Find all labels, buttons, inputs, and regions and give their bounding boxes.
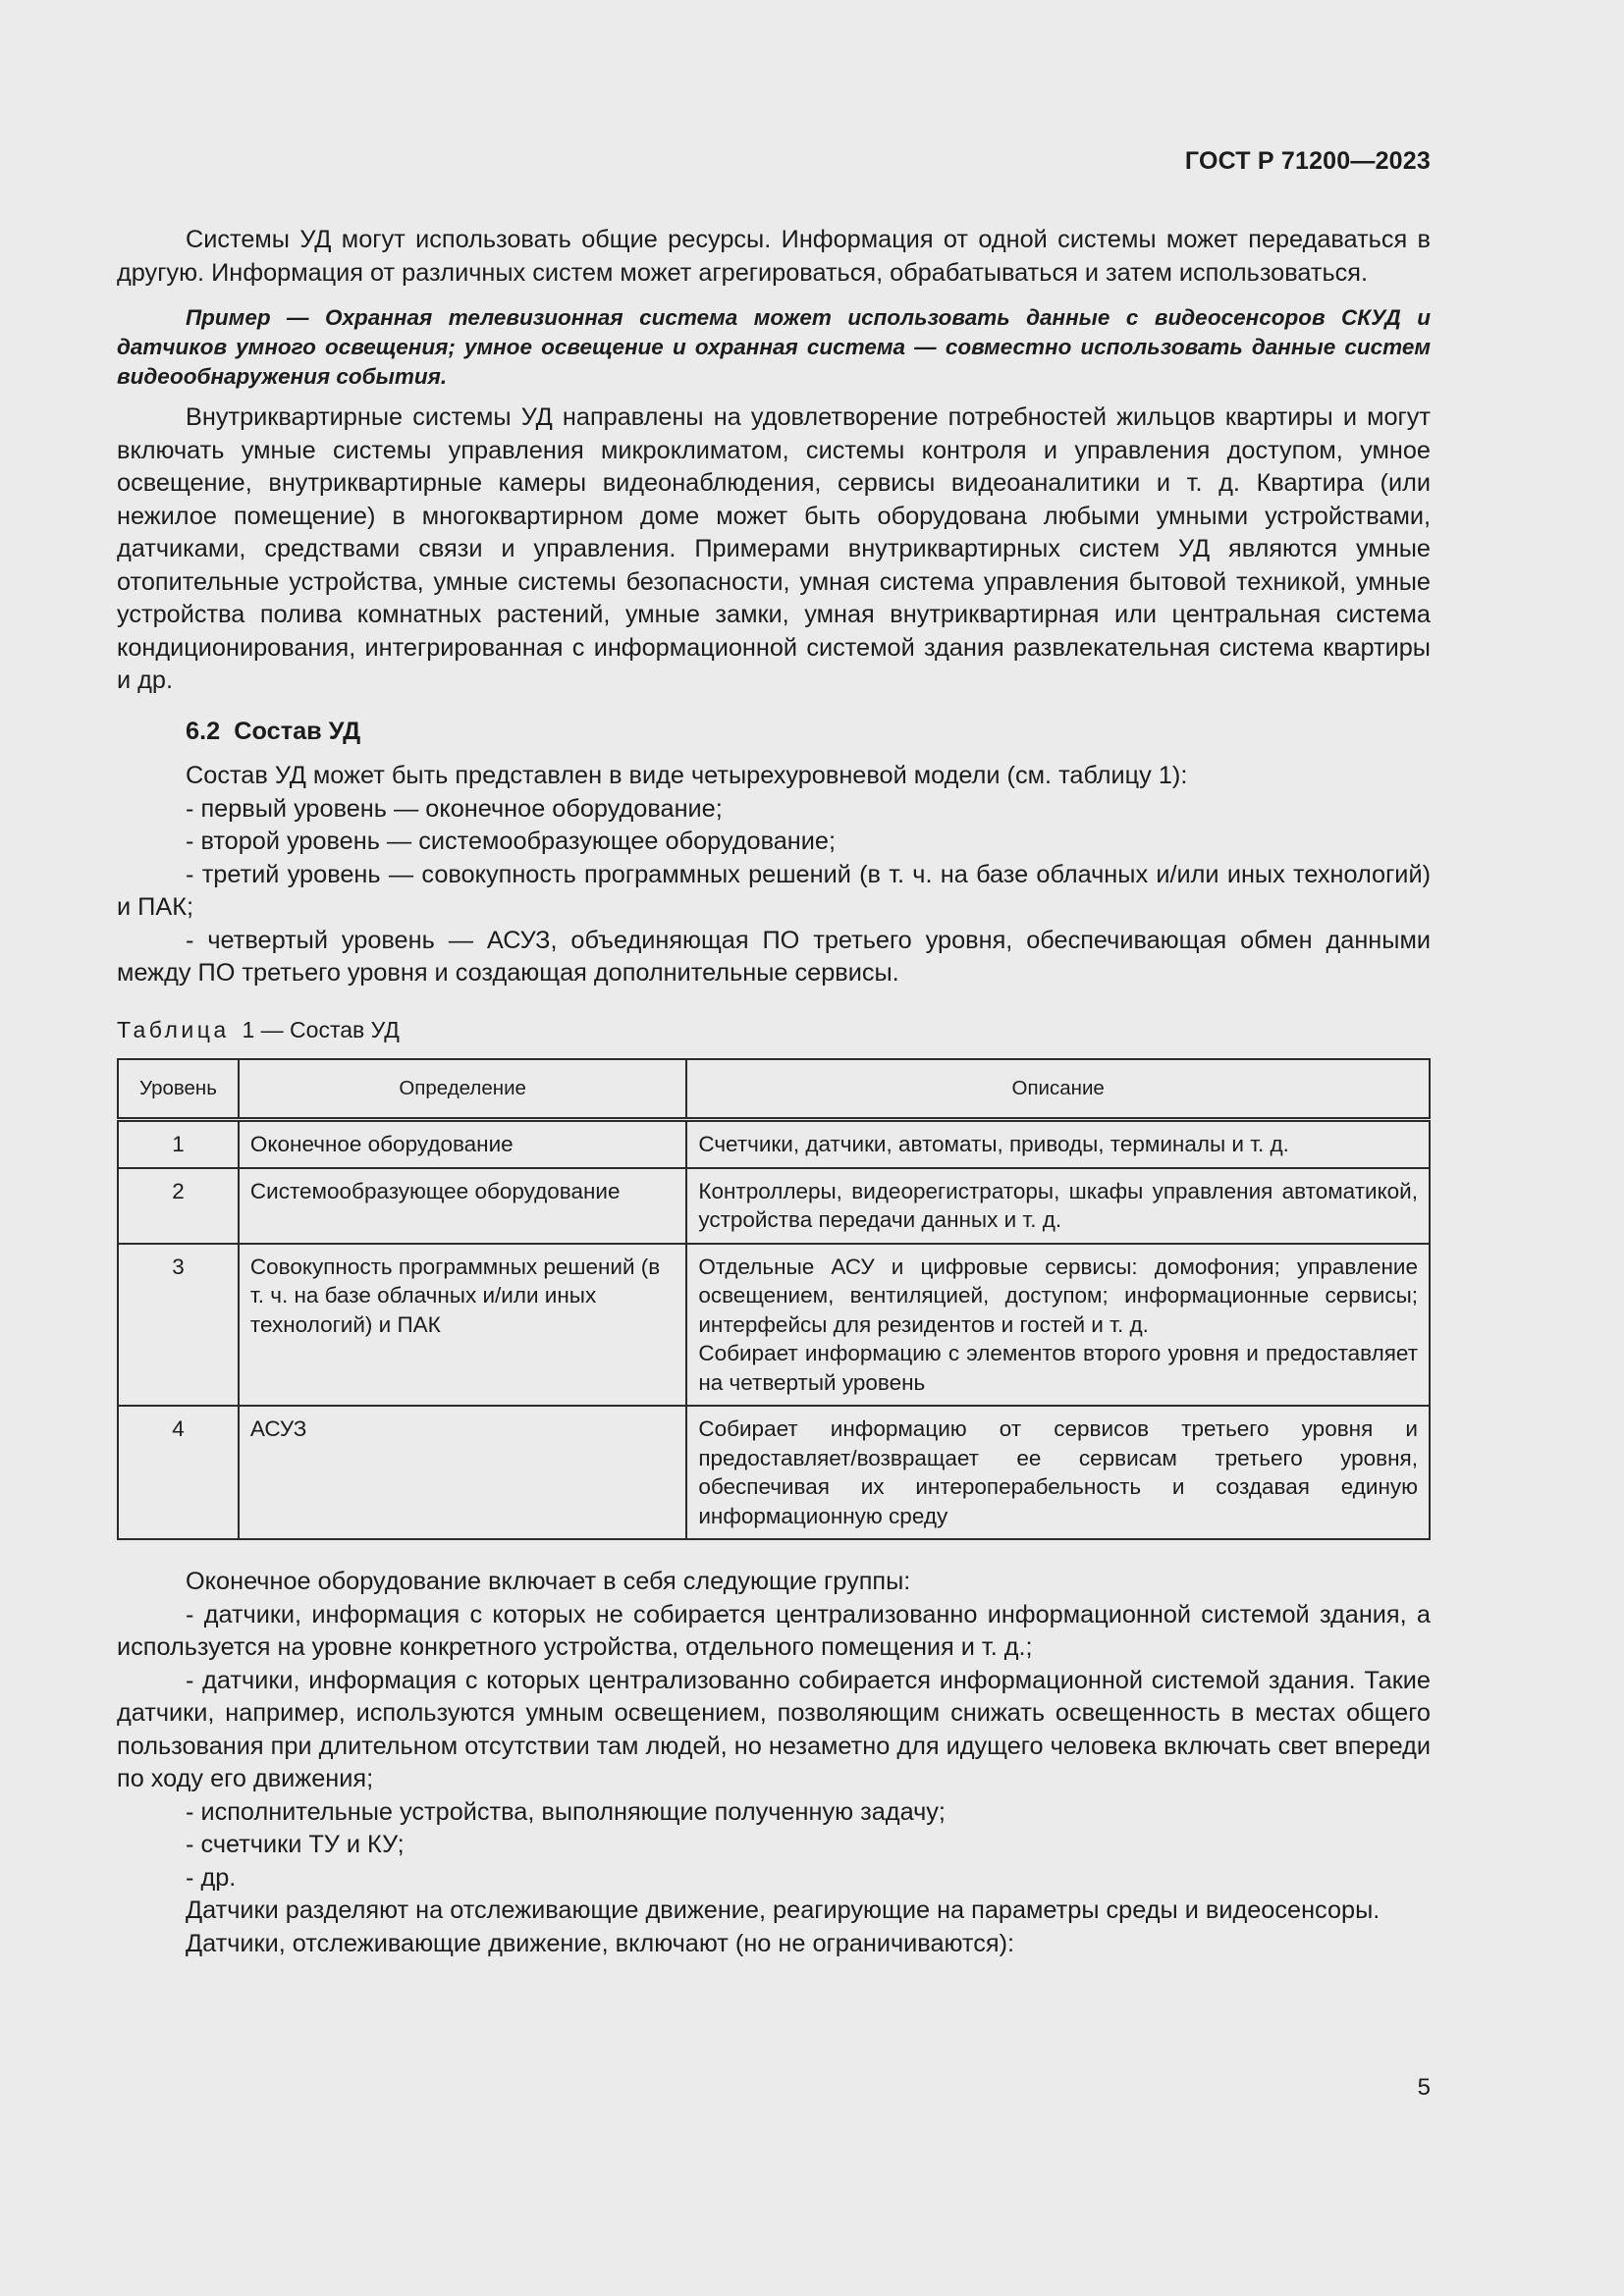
- cell-description: Собирает информацию от сервисов третьего уровня и предоставляет/возвращает ее сервисам третьего уровня, обеспечивая их интероперабельность и создавая единую информационную среду: [686, 1406, 1430, 1539]
- cell-level: 3: [118, 1244, 239, 1407]
- paragraph-shared-resources: Системы УД могут использовать общие ресурсы. Информация от одной системы может передаваться в другую. Информация от различных систем может агрегироваться, обрабатываться и затем использоваться.: [117, 226, 1431, 287]
- table-caption: [117, 1014, 1431, 1047]
- cell-level: 1: [118, 1120, 239, 1168]
- cell-level: 2: [118, 1168, 239, 1244]
- section-number: 6.2: [186, 717, 221, 745]
- cell-description: [686, 1244, 1430, 1407]
- cell-description: Контроллеры, видеорегистраторы, шкафы управления автоматикой, устройства передачи данных и т. д.: [686, 1168, 1430, 1244]
- list-item: - третий уровень — совокупность программных решений (в т. ч. на базе облачных и/или иных технологий) и ПАК;: [117, 860, 1431, 921]
- cell-definition: Системообразующее оборудование: [239, 1168, 686, 1244]
- cell-definition: Совокупность программных решений (в т. ч. на базе облачных и/или иных технологий) и ПАК: [239, 1244, 686, 1407]
- document-code: ГОСТ Р 71200—2023: [1184, 147, 1431, 175]
- table-row: [118, 1120, 1430, 1168]
- cell-level: 4: [118, 1406, 239, 1539]
- levels-list: [117, 760, 1431, 990]
- cell-description: Счетчики, датчики, автоматы, приводы, терминалы и т. д.: [686, 1120, 1430, 1168]
- paragraph-sensors-split: Датчики разделяют на отслеживающие движение, реагирующие на параметры среды и видеосенсоры.: [186, 1896, 1380, 1924]
- list-item: - счетчики ТУ и КУ;: [186, 1831, 405, 1858]
- header-definition: Определение: [239, 1059, 686, 1120]
- terminal-intro: Оконечное оборудование включает в себя следующие группы:: [186, 1568, 911, 1595]
- list-item: - датчики, информация с которых централизованно собирается информационной системой здания. Такие датчики, например, используются умным освещением, позволяющим снижать освещенность в местах общего пользования при длительном отсутствии там людей, но незаметно для идущего человека включать свет впереди по ходу его движения;: [117, 1666, 1431, 1792]
- list-item: - исполнительные устройства, выполняющие полученную задачу;: [186, 1797, 946, 1826]
- list-item: - первый уровень — оконечное оборудование;: [186, 794, 723, 823]
- cell-description-line: Отдельные АСУ и цифровые сервисы: домофония; управление освещением, вентиляцией, доступом; информационные сервисы; интерфейсы для резидентов и гостей и т. д.: [698, 1254, 1418, 1337]
- document-body: [117, 224, 1431, 1960]
- header-level: Уровень: [118, 1059, 239, 1120]
- list-item: - датчики, информация с которых не собирается централизованно информационной системой здания, а используется на уровне конкретного устройства, отдельного помещения и т. д.;: [117, 1600, 1431, 1661]
- table-header-row: [118, 1059, 1430, 1120]
- table-row: [118, 1406, 1430, 1539]
- paragraph-apartment-systems: Внутриквартирные системы УД направлены на удовлетворение потребностей жильцов квартиры и могут включать умные системы управления микроклиматом, системы контроля и управления доступом, умное освещение, внутриквартирные камеры видеонаблюдения, сервисы видеоаналитики и т. д. Квартира (или нежилое помещение) в многоквартирном доме может быть оборудована любыми умными устройствами, датчиками, средствами связи и управления. Примерами внутриквартирных систем УД являются умные отопительные устройства, умные системы безопасности, умная система управления бытовой техникой, умные устройства полива комнатных растений, умные замки, умная внутриквартирная или центральная система кондиционирования, интегрированная с информационной системой здания развлекательная система квартиры и др.: [117, 403, 1431, 694]
- composition-table: [117, 1058, 1431, 1540]
- cell-definition: АСУЗ: [239, 1406, 686, 1539]
- list-item: - второй уровень — системообразующее оборудование;: [186, 828, 837, 855]
- list-item: - др.: [186, 1863, 237, 1892]
- cell-description-line: Собирает информацию с элементов второго уровня и предоставляет на четвертый уровень: [698, 1341, 1418, 1395]
- cell-definition: Оконечное оборудование: [239, 1120, 686, 1168]
- composition-intro: Состав УД может быть представлен в виде четырехуровневой модели (см. таблицу 1):: [186, 762, 1188, 789]
- terminal-groups-list: [117, 1566, 1431, 1960]
- example-note: Пример — Охранная телевизионная система может использовать данные с видеосенсоров СКУД и датчиков умного освещения; умное освещение и охранная система — совместно использовать данные систем видеообнаружения события.: [117, 305, 1431, 389]
- paragraph-sensors-motion: Датчики, отслеживающие движение, включают (но не ограничиваются):: [186, 1929, 1015, 1957]
- list-item: - четвертый уровень — АСУЗ, объединяющая ПО третьего уровня, обеспечивающая обмен данными между ПО третьего уровня и создающая дополнительные сервисы.: [117, 926, 1431, 987]
- table-row: [118, 1168, 1430, 1244]
- table-caption-title: 1 — Состав УД: [242, 1016, 400, 1042]
- table-row: [118, 1244, 1430, 1407]
- table-caption-word: Таблица: [117, 1016, 230, 1042]
- section-heading: [117, 716, 1431, 749]
- page-number: 5: [1417, 2074, 1431, 2101]
- section-title: Состав УД: [234, 717, 361, 745]
- header-description: Описание: [686, 1059, 1430, 1120]
